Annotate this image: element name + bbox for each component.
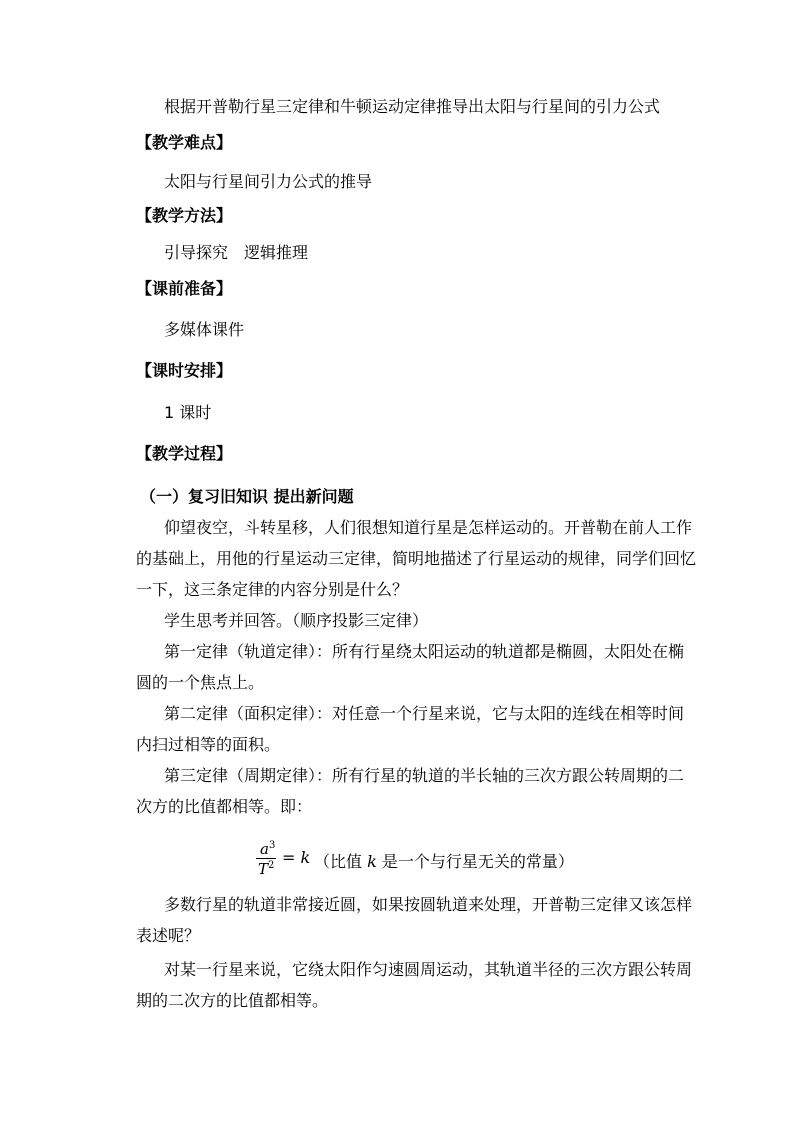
paragraph-line: 一下，这三条定律的内容分别是什么？ bbox=[136, 580, 409, 599]
paragraph-line: 第一定律（轨道定律）：所有行星绕太阳运动的轨道都是椭圆，太阳处在椭 bbox=[164, 642, 685, 661]
subheading-review: （一）复习旧知识 提出新问题 bbox=[140, 487, 354, 506]
paragraph-line: 多数行星的轨道非常接近圆，如果按圆轨道来处理，开普勒三定律又该怎样 bbox=[164, 895, 693, 914]
paragraph-line: 学生思考并回答。（顺序投影三定律） bbox=[164, 611, 429, 630]
intro-line: 根据开普勒行星三定律和牛顿运动定律推导出太阳与行星间的引力公式 bbox=[164, 97, 661, 116]
paragraph-line: 内扫过相等的面积。 bbox=[136, 735, 281, 754]
paragraph-line: 仰望夜空，斗转星移，人们很想知道行星是怎样运动的。开普勒在前人工作 bbox=[164, 518, 693, 537]
paragraph-line: 第二定律（面积定律）：对任意一个行星来说，它与太阳的连线在相等时间 bbox=[164, 704, 685, 723]
fraction-bar bbox=[256, 858, 276, 859]
heading-teaching-method: 【教学方法】 bbox=[136, 206, 233, 225]
heading-teaching-difficulty: 【教学难点】 bbox=[136, 133, 233, 152]
fraction-denominator: $T^2$ bbox=[258, 860, 275, 878]
schedule-content: 1 课时 bbox=[164, 403, 212, 422]
formula-note: （比值 k 是一个与行星无关的常量） bbox=[314, 852, 574, 871]
paragraph-line: 期的二次方的比值都相等。 bbox=[136, 991, 329, 1010]
paragraph-line: 的基础上，用他的行星运动三定律，简明地描述了行星运动的规律，同学们回忆 bbox=[136, 549, 697, 568]
heading-schedule: 【课时安排】 bbox=[136, 361, 233, 380]
preparation-content: 多媒体课件 bbox=[164, 320, 245, 339]
teaching-method-content: 引导探究 逻辑推理 bbox=[164, 243, 309, 262]
paragraph-line: 次方的比值都相等。即： bbox=[136, 797, 313, 816]
fraction bbox=[256, 836, 280, 880]
fraction-numerator: $a^3$ bbox=[260, 840, 276, 858]
heading-preparation: 【课前准备】 bbox=[136, 279, 233, 298]
teaching-difficulty-content: 太阳与行星间引力公式的推导 bbox=[164, 172, 373, 191]
paragraph-line: 圆的一个焦点上。 bbox=[136, 673, 265, 692]
paragraph-line: 第三定律（周期定律）：所有行星的轨道的半长轴的三次方跟公转周期的二 bbox=[164, 766, 685, 785]
formula-equals: = k bbox=[282, 848, 311, 867]
paragraph-line: 表述呢？ bbox=[136, 926, 201, 945]
kepler-third-law-formula bbox=[256, 836, 596, 880]
paragraph-line: 对某一行星来说，它绕太阳作匀速圆周运动，其轨道半径的三次方跟公转周 bbox=[164, 960, 693, 979]
heading-teaching-process: 【教学过程】 bbox=[136, 444, 233, 463]
